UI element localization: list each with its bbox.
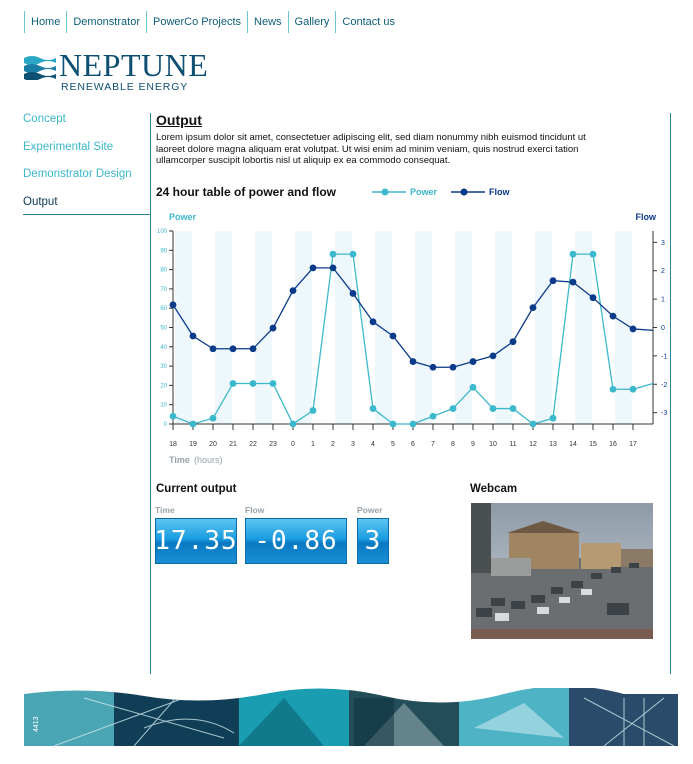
chart-band — [215, 231, 232, 424]
data-point-flow — [210, 345, 217, 352]
data-point-flow — [530, 304, 537, 311]
sidebar-item-demonstrator-design[interactable]: Demonstrator Design — [23, 168, 132, 180]
data-point-flow — [590, 294, 597, 301]
data-point-flow — [550, 277, 557, 284]
chart-legend — [372, 185, 510, 199]
footer-montage — [24, 688, 678, 746]
chart-band — [175, 231, 192, 424]
intro-paragraph: Lorem ipsum dolor sit amet, consectetuer adipiscing elit, sed diam nonummy nibh euismod tincidunt ut laoreet dolore magna aliquam erat volutpat. Ut wisi enim ad minim veniam, quis nostrud exerci tation ullamcorper suscipit lobortis nisl ut aliquip ex ea commodo consequat. — [156, 132, 586, 166]
y-left-tick-label: 0 — [163, 422, 167, 428]
data-point-power — [310, 407, 317, 414]
data-point-flow — [430, 364, 437, 371]
data-point-power — [430, 413, 437, 420]
data-point-flow — [450, 364, 457, 371]
y-left-axis-label: Power — [169, 212, 197, 222]
chart-band — [415, 231, 432, 424]
x-tick-label: 5 — [391, 441, 395, 448]
x-tick-label: 0 — [291, 441, 295, 448]
y-right-tick-label: -2 — [661, 381, 668, 389]
data-point-flow — [510, 338, 517, 345]
chart-band — [495, 231, 512, 424]
x-axis-unit-label: (hours) — [194, 455, 223, 465]
y-left-tick-label: 70 — [160, 286, 167, 293]
time-display: 17.35 — [155, 518, 237, 564]
chart-band — [335, 231, 352, 424]
flow-label: Flow — [245, 505, 265, 515]
nav-home[interactable]: Home — [24, 11, 66, 33]
nav-powerco-projects[interactable]: PowerCo Projects — [146, 11, 247, 33]
y-left-tick-label: 60 — [160, 306, 167, 313]
x-tick-label: 7 — [431, 441, 435, 448]
sidebar-item-output[interactable]: Output — [23, 195, 58, 208]
y-right-tick-label: 2 — [661, 268, 665, 276]
x-tick-label: 13 — [549, 441, 557, 448]
logo[interactable] — [24, 47, 224, 96]
x-tick-label: 11 — [509, 441, 517, 448]
data-point-flow — [370, 318, 377, 325]
data-point-flow — [310, 264, 317, 271]
chart-band — [615, 231, 632, 424]
data-point-power — [270, 380, 277, 387]
data-point-power — [350, 251, 357, 258]
logo-tagline: RENEWABLE ENERGY — [61, 81, 189, 93]
data-point-flow — [570, 279, 577, 286]
data-point-power — [190, 421, 197, 428]
x-tick-label: 22 — [249, 441, 257, 448]
x-tick-label: 20 — [209, 441, 217, 448]
x-tick-label: 8 — [451, 441, 455, 448]
data-point-power — [290, 421, 297, 428]
y-right-tick-label: 3 — [661, 239, 665, 247]
power-label: Power — [357, 505, 383, 515]
data-point-power — [250, 380, 257, 387]
sidebar-item-experimental-site[interactable]: Experimental Site — [23, 140, 114, 153]
y-right-tick-label: -1 — [661, 353, 668, 361]
x-tick-label: 1 — [311, 441, 315, 448]
data-point-flow — [170, 301, 177, 308]
data-point-flow — [270, 325, 277, 332]
flow-display: -0.86 — [245, 518, 347, 564]
data-point-power — [330, 251, 337, 258]
sidebar-item-concept[interactable]: Concept — [23, 113, 66, 125]
x-axis-label: Time — [169, 455, 190, 465]
content-right-border — [670, 113, 671, 674]
data-point-power — [630, 386, 637, 393]
data-point-flow — [470, 358, 477, 365]
chart-band — [535, 231, 552, 424]
y-left-tick-label: 80 — [160, 267, 167, 274]
page-title: Output — [156, 112, 202, 128]
x-tick-label: 10 — [489, 441, 497, 448]
x-tick-label: 14 — [569, 441, 577, 448]
waves-logo-icon — [24, 54, 56, 80]
data-point-power — [450, 405, 457, 412]
data-point-power — [490, 405, 497, 412]
webcam-title: Webcam — [470, 483, 518, 495]
y-left-tick-label: 30 — [160, 364, 167, 371]
chart-band — [575, 231, 592, 424]
data-point-power — [370, 405, 377, 412]
power-readout — [357, 505, 389, 564]
nav-gallery[interactable]: Gallery — [288, 11, 336, 33]
x-tick-label: 23 — [269, 441, 277, 448]
y-right-axis-label: Flow — [635, 212, 656, 222]
time-label: Time — [155, 505, 175, 515]
side-nav — [23, 106, 150, 216]
top-nav — [24, 11, 401, 33]
current-output-title: Current output — [156, 483, 237, 495]
chart-band — [295, 231, 312, 424]
y-left-tick-label: 20 — [160, 383, 167, 390]
legend-flow-label: Flow — [489, 187, 510, 197]
x-tick-label: 21 — [229, 441, 237, 448]
flow-readout — [245, 505, 347, 564]
nav-news[interactable]: News — [247, 11, 288, 33]
legend-power — [372, 185, 437, 199]
x-tick-label: 3 — [351, 441, 355, 448]
footer-code: 4413 — [33, 716, 40, 732]
power-display: 3 — [357, 518, 389, 564]
chart-band — [375, 231, 392, 424]
data-point-flow — [250, 345, 257, 352]
data-point-flow — [490, 352, 497, 359]
y-left-tick-label: 100 — [156, 229, 167, 235]
data-point-power — [170, 413, 177, 420]
data-point-power — [570, 251, 577, 258]
data-point-flow — [610, 313, 617, 320]
main-content — [156, 112, 666, 167]
legend-power-label: Power — [410, 187, 438, 197]
legend-flow — [451, 185, 510, 199]
data-point-power — [390, 421, 397, 428]
data-point-power — [230, 380, 237, 387]
data-point-power — [590, 251, 597, 258]
power-flow-chart — [150, 205, 670, 470]
y-left-tick-label: 90 — [160, 248, 167, 255]
time-readout — [155, 505, 237, 564]
data-point-flow — [630, 326, 637, 333]
chart-title: 24 hour table of power and flow — [156, 185, 337, 199]
power-legend-icon — [372, 188, 406, 196]
y-right-tick-label: 0 — [661, 325, 665, 332]
webcam-image[interactable] — [471, 503, 653, 639]
nav-contact-us[interactable]: Contact us — [335, 11, 401, 33]
data-point-power — [550, 415, 557, 422]
x-tick-label: 6 — [411, 441, 415, 448]
chart-band — [255, 231, 272, 424]
x-tick-label: 17 — [629, 441, 637, 448]
y-right-tick-label: 1 — [661, 296, 665, 304]
x-tick-label: 2 — [331, 441, 335, 448]
y-left-tick-label: 50 — [160, 325, 167, 332]
x-tick-label: 18 — [169, 441, 177, 448]
data-point-flow — [230, 345, 237, 352]
y-left-tick-label: 10 — [160, 402, 167, 409]
data-point-flow — [290, 287, 297, 294]
x-tick-label: 4 — [371, 441, 375, 448]
x-tick-label: 9 — [471, 441, 475, 448]
sidebar-divider — [23, 214, 150, 215]
data-point-power — [610, 386, 617, 393]
data-point-flow — [330, 264, 337, 271]
data-point-power — [470, 384, 477, 391]
x-tick-label: 12 — [529, 441, 537, 448]
y-right-tick-label: -3 — [661, 410, 668, 418]
flow-legend-icon — [451, 188, 485, 196]
data-point-flow — [350, 290, 357, 297]
x-tick-label: 19 — [189, 441, 197, 448]
data-point-power — [410, 421, 417, 428]
data-point-flow — [410, 358, 417, 365]
x-tick-label: 15 — [589, 441, 597, 448]
chart-band — [455, 231, 472, 424]
x-tick-label: 16 — [609, 441, 617, 448]
data-point-power — [510, 405, 517, 412]
data-point-power — [210, 415, 217, 422]
data-point-flow — [390, 333, 397, 340]
logo-name: NEPTUNE — [59, 47, 209, 83]
data-point-power — [530, 421, 537, 428]
nav-demonstrator[interactable]: Demonstrator — [66, 11, 146, 33]
data-point-flow — [190, 333, 197, 340]
y-left-tick-label: 40 — [160, 344, 167, 351]
